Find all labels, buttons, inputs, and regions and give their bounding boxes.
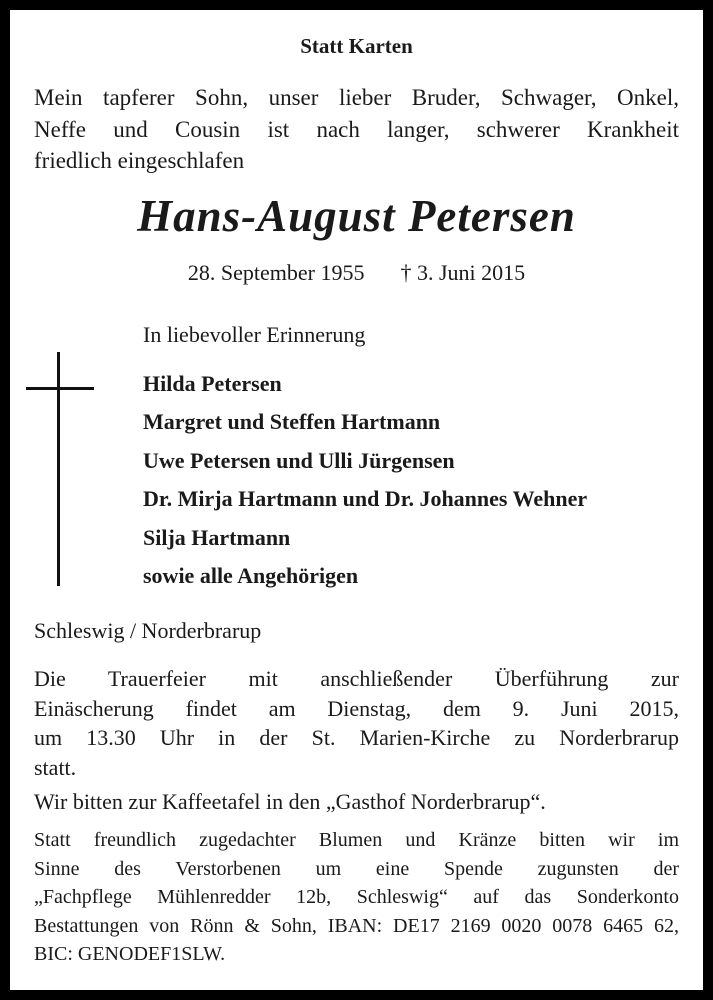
intro-line: friedlich eingeschlafen — [34, 148, 245, 173]
donation-line: Sinne des Verstorbenen um eine Spende zugunsten der — [34, 857, 679, 880]
intro-text — [34, 82, 679, 177]
mourner-item: Hilda Petersen — [143, 371, 282, 396]
donation-line: „Fachpflege Mühlenredder 12b, Schleswig“ auf das Sonderkonto — [34, 886, 679, 908]
deceased-name: Hans-August Petersen — [137, 191, 576, 241]
birth-date: 28. September 1955 — [187, 260, 365, 285]
place-line: Schleswig / Norderbrarup — [34, 618, 262, 643]
donation-line: Bestattungen von Rönn & Sohn, IBAN: DE17 2169 0020 0078 6465 62, — [34, 914, 679, 937]
mourner-item: Uwe Petersen und Ulli Jürgensen — [143, 447, 455, 473]
intro-line: Neffe und Cousin ist nach langer, schwerer Krankheit — [34, 116, 679, 142]
coffee-text: Wir bitten zur Kaffeetafel in den „Gasthof Norderbrarup“. — [34, 789, 546, 814]
service-line: Die Trauerfeier mit anschließender Überführung zur — [34, 666, 679, 691]
service-line: um 13.30 Uhr in der St. Marien-Kirche zu Norderbrarup — [34, 725, 679, 750]
donation-text — [34, 826, 679, 969]
life-dates — [10, 260, 703, 286]
service-line: Einäscherung findet am Dienstag, dem 9. Juni 2015, — [34, 695, 679, 721]
service-text — [34, 664, 679, 782]
service-line: statt. — [34, 754, 77, 780]
donation-line: BIC: GENODEF1SLW. — [34, 943, 226, 965]
mourners-list — [143, 365, 587, 595]
mourner-item: sowie alle Angehörigen — [143, 563, 359, 589]
memory-line: In liebevoller Erinnerung — [143, 322, 366, 347]
donation-line: Statt freundlich zugedachter Blumen und Kränze bitten wir im — [34, 829, 679, 851]
mourner-item: Margret und Steffen Hartmann — [143, 409, 441, 435]
death-date: † 3. Juni 2015 — [400, 260, 526, 285]
mourner-item: Dr. Mirja Hartmann und Dr. Johannes Wehner — [143, 486, 588, 512]
intro-line: Mein tapferer Sohn, unser lieber Bruder, Schwager, Onkel, — [34, 85, 679, 110]
mourner-item: Silja Hartmann — [143, 524, 291, 550]
obituary-notice — [10, 10, 703, 990]
header-statt-karten: Statt Karten — [300, 34, 413, 58]
cross-horizontal-bar — [26, 387, 94, 390]
